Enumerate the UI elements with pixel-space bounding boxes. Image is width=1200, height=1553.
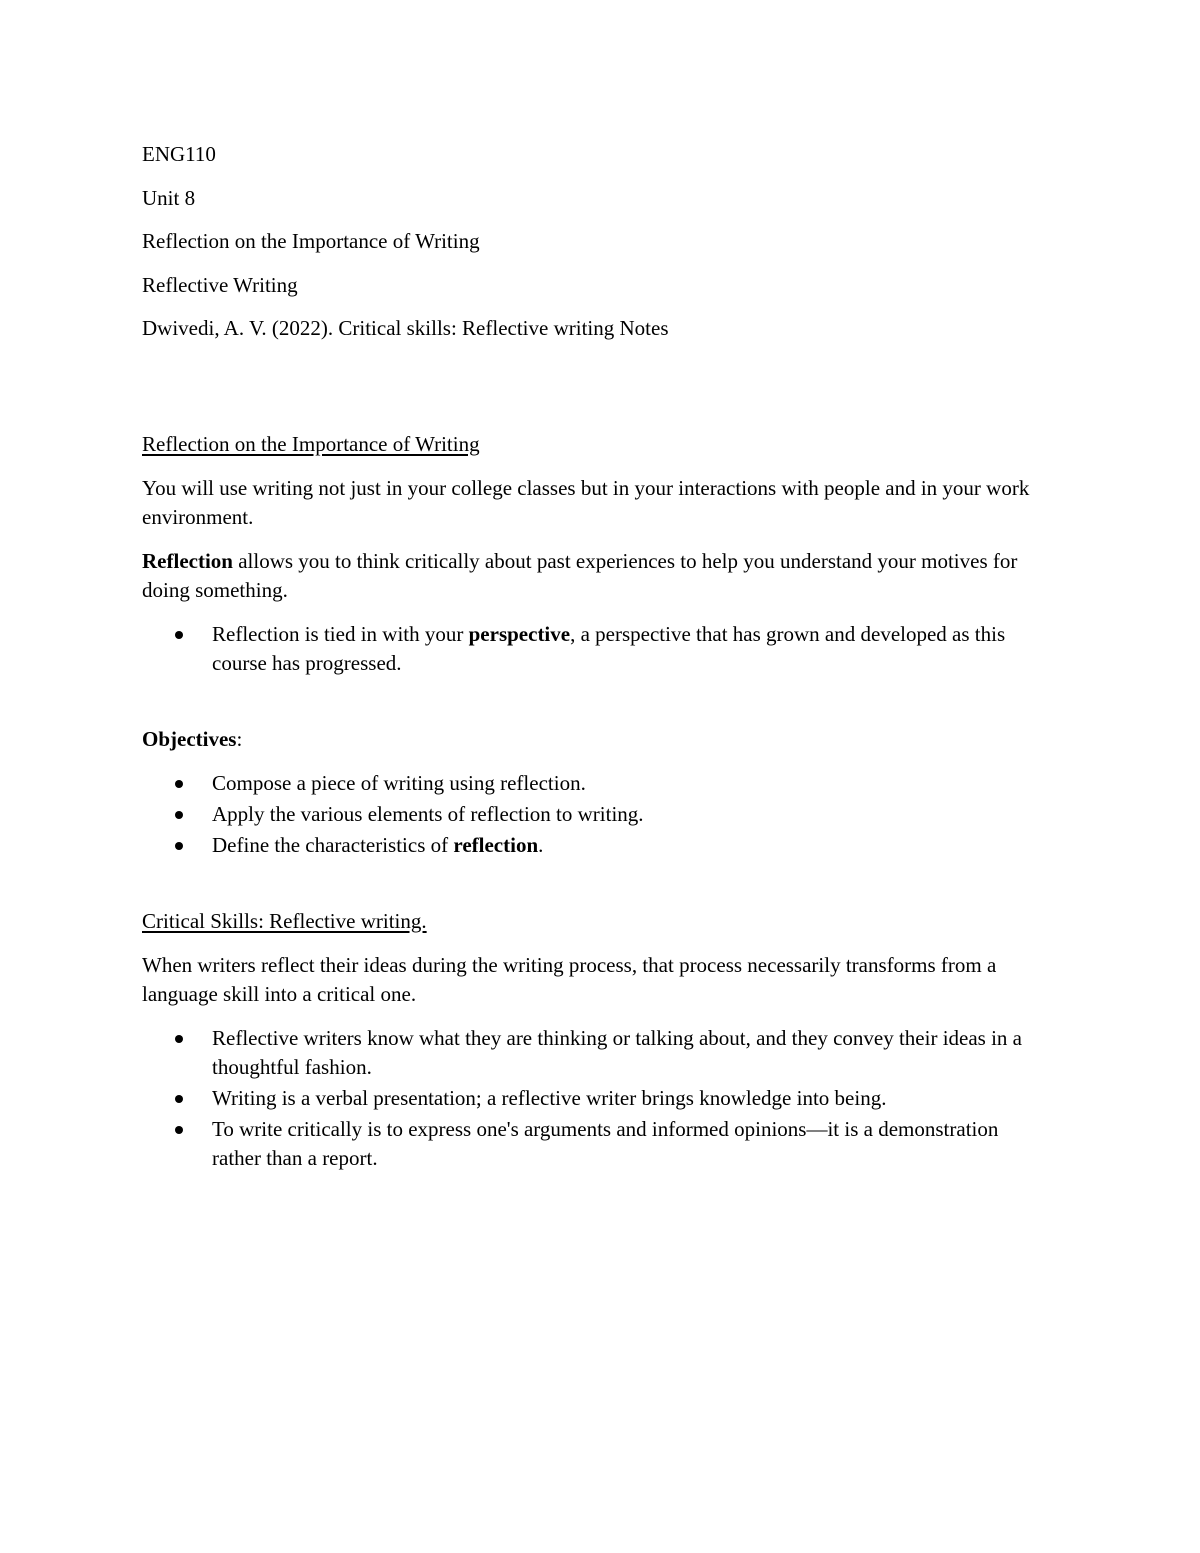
- list-item: Define the characteristics of reflection.: [142, 831, 1042, 860]
- spacer: [142, 680, 1042, 725]
- paragraph-text: allows you to think critically about past experiences to help you understand your motives for doing something.: [142, 548, 1018, 602]
- bullet-icon: [175, 1095, 183, 1103]
- paragraph-reflection-definition: [142, 547, 1042, 605]
- section-heading-reflection: Reflection on the Importance of Writing: [142, 431, 480, 456]
- unit-label: Unit 8: [142, 185, 196, 210]
- list-item: To write critically is to express one's arguments and informed opinions—it is a demonstration rather than a report.: [142, 1115, 1042, 1173]
- subtopic-title: Reflective Writing: [142, 272, 298, 297]
- spacer: [142, 358, 1042, 430]
- bold-term-perspective: perspective: [468, 621, 571, 646]
- section-heading-critical-skills: Critical Skills: Reflective writing.: [142, 908, 427, 933]
- list-item: Reflective writers know what they are thinking or talking about, and they convey their ideas in a thoughtful fashion.: [142, 1024, 1042, 1082]
- bullet-icon: [175, 842, 183, 850]
- list-item: Writing is a verbal presentation; a reflective writer brings knowledge into being.: [142, 1084, 1042, 1113]
- bold-term-reflection: Reflection: [142, 548, 233, 573]
- list-item: Apply the various elements of reflection to writing.: [142, 800, 1042, 829]
- bullet-list-critical-skills: [142, 1024, 1042, 1173]
- citation: Dwivedi, A. V. (2022). Critical skills: Reflective writing Notes: [142, 316, 669, 340]
- objectives-list: [142, 769, 1042, 860]
- course-code: ENG110: [142, 142, 216, 166]
- document-body: [142, 140, 1042, 1175]
- bullet-icon: [175, 631, 183, 639]
- list-item: Reflection is tied in with your perspective, a perspective that has grown and developed as this course has progressed.: [142, 620, 1042, 678]
- objectives-heading: Objectives:: [142, 726, 243, 751]
- paragraph-writing-use: You will use writing not just in your college classes but in your interactions with people and in your work environment.: [142, 475, 1030, 529]
- bullet-icon: [175, 780, 183, 788]
- spacer: [142, 862, 1042, 907]
- bullet-icon: [175, 1126, 183, 1134]
- bold-term-reflection: reflection: [453, 832, 539, 857]
- list-item: Compose a piece of writing using reflection.: [142, 769, 1042, 798]
- bullet-icon: [175, 811, 183, 819]
- bullet-icon: [175, 1035, 183, 1043]
- paragraph-writers-reflect: When writers reflect their ideas during the writing process, that process necessarily transforms from a language skill into a critical one.: [142, 952, 997, 1006]
- bullet-list-reflection: [142, 620, 1042, 678]
- topic-title: Reflection on the Importance of Writing: [142, 229, 480, 253]
